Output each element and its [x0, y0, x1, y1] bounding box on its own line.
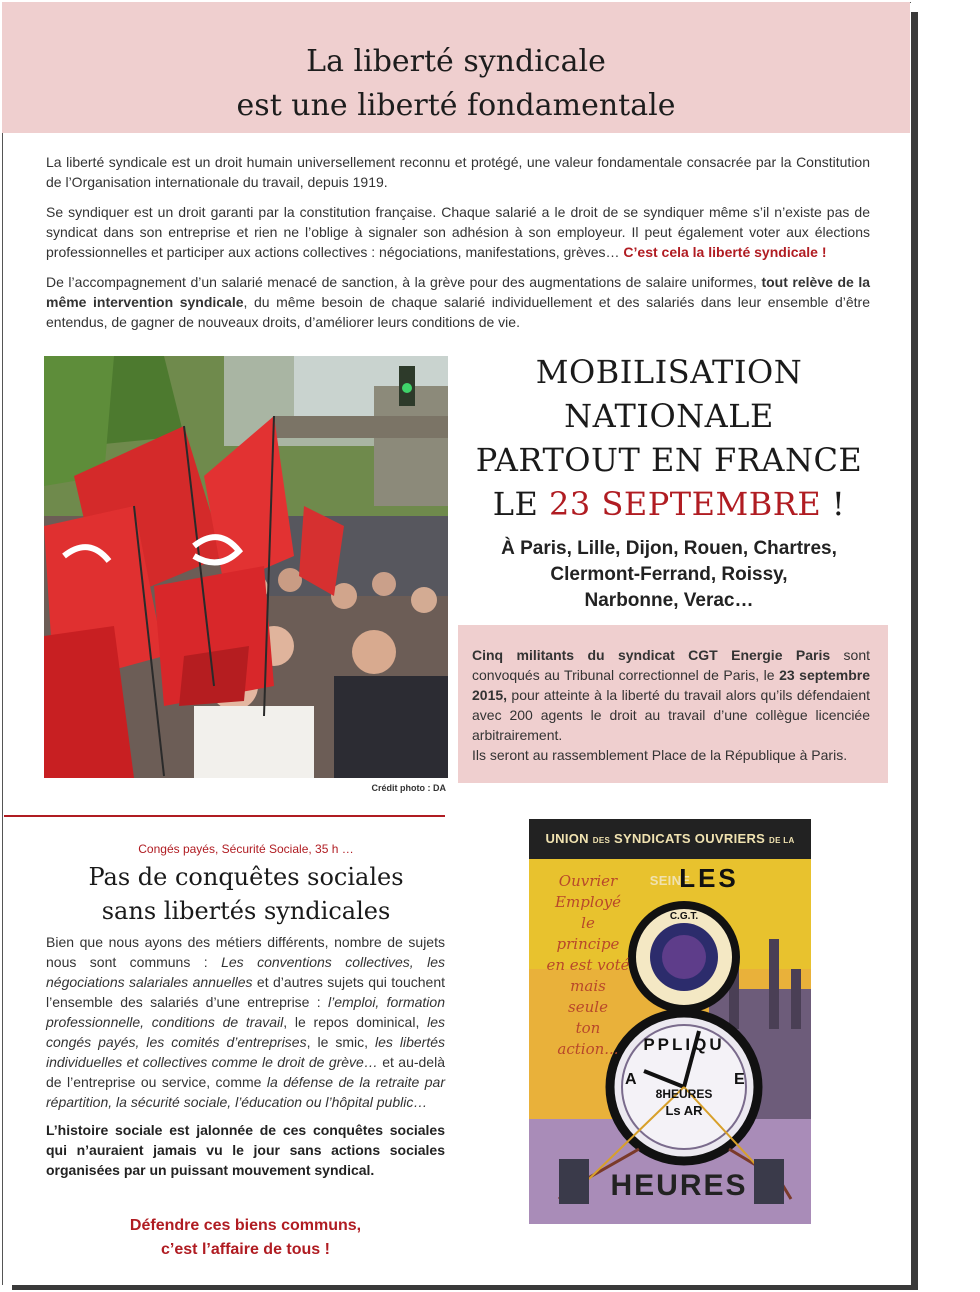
page-shadow-right: [910, 12, 918, 1290]
intro-p3-bold: tout relève de la même intervention syndicale: [46, 274, 871, 310]
mobilisation-line-3: PARTOUT EN FRANCE: [475, 441, 863, 479]
poster-clock-8: 8: [655, 1087, 663, 1101]
poster-script-8: ton: [575, 1019, 601, 1037]
section-paragraph-2: L’histoire sociale est jalonnée de ces conquêtes sociales qui n’auraient jamais vu le jour sans actions sociales organisées par un puissant mouvement syndical.: [46, 1122, 445, 1178]
poster-clock-e: E: [734, 1071, 745, 1088]
poster-clock-heures: HEURES: [662, 1087, 713, 1101]
poster-slogan: [543, 871, 633, 1060]
intro-p3-end: , du même besoin de chaque salarié individuellement et des salariés dans leur ensemble d’être entendus, de gagner de nouveaux droits, d’améliorer leurs conditions de vie.: [46, 294, 870, 330]
page-title: [2, 2, 910, 128]
s2-p1-i1: Les conventions collectives, les négociations salariales annuelles: [46, 954, 445, 990]
poster-top-e: SEINE: [649, 873, 691, 888]
poster-clock-letters: PPLIQU: [643, 1035, 725, 1054]
section-kicker: Congés payés, Sécurité Sociale, 35 h …: [138, 842, 354, 856]
s2-p1-i5: la défense de la retraite par répartition, la sécurité sociale, l’éducation ou l’hôpital public…: [46, 1074, 445, 1110]
intro-paragraph-2: [46, 202, 870, 262]
intro-paragraph-3: [46, 272, 870, 332]
mobilisation-line-4: [450, 482, 888, 526]
militants-bold-1: Cinq militants du syndicat CGT Energie Paris: [472, 647, 831, 663]
section-title-line-2: sans libertés syndicales: [101, 897, 391, 925]
title-line-1: La liberté syndicale: [306, 44, 606, 79]
poster-top-a: UNION: [545, 831, 589, 846]
cities-line-3: Narbonne, Verac…: [584, 590, 754, 611]
section-body: [46, 932, 445, 1188]
demonstration-photo-illustration: [44, 356, 448, 778]
section-title-line-1: Pas de conquêtes sociales: [88, 863, 404, 891]
section-divider: [4, 815, 445, 817]
s2-p1-i2: l’emploi, formation professionnelle, conditions de travail: [46, 994, 445, 1030]
poster-top-b: DES: [592, 836, 611, 845]
cities-line-2: Clermont-Ferrand, Roissy,: [550, 564, 788, 585]
date-suffix: !: [821, 485, 846, 523]
poster-clock-ar: AR: [683, 1103, 703, 1118]
mobilisation-line-2: NATIONALE: [564, 397, 774, 435]
section-paragraph-1: [46, 932, 445, 1112]
s2-p1-c: , le repos dominical,: [283, 1014, 428, 1030]
s2-p1-b: et d’autres sujets qui touchent l’ensemble des salariés d’une entreprise :: [46, 974, 446, 1010]
poster-script-9: action...: [557, 1040, 619, 1058]
poster-script-2: Employé: [555, 893, 621, 911]
militants-callout: [458, 625, 888, 783]
poster-script-4: principe: [556, 935, 620, 953]
militants-text-1: sont convoqués au Tribunal correctionnel de Paris, le: [472, 647, 871, 683]
poster-clock-a: A: [625, 1071, 637, 1088]
mobilisation-date: 23 SEPTEMBRE: [549, 485, 822, 523]
historical-poster: [529, 819, 811, 1224]
section-title: [46, 860, 446, 928]
poster-top-d: DE LA: [769, 836, 795, 845]
closing-line-2: c’est l’affaire de tous !: [161, 1241, 330, 1258]
header-banner: [2, 2, 910, 133]
militants-text: [472, 645, 870, 765]
poster-script-7: seule: [568, 998, 608, 1016]
militants-bold-2: 23 septembre 2015,: [472, 667, 870, 703]
militants-text-2: pour atteinte à la liberté du travail alors qu’ils défendaient avec 200 agents le droit au travail d’une collègue licenciée arbitrairement.: [472, 687, 870, 743]
poster-clock-les: Ls: [665, 1103, 681, 1118]
cities-list: [450, 536, 888, 614]
militants-text-3: Ils seront au rassemblement Place de la République à Paris.: [472, 747, 848, 763]
intro-paragraph-2-text: Se syndiquer est un droit garanti par la constitution française. Chaque salarié a le droit de se syndiquer même s’il n’existe pas de syndicat dans son entreprise et rien ne l’oblige à signaler son adhésion à son employeur. Il peut également voter aux élections professionnelles et participer aux actions collectives : négociations, manifestations, grèves…: [46, 204, 870, 260]
title-line-2: est une liberté fondamentale: [236, 88, 676, 123]
poster-script-5: en est voté: [546, 956, 630, 974]
poster-heures: HEURES: [610, 1169, 748, 1202]
demonstration-photo: [44, 356, 448, 778]
closing-slogan: [46, 1214, 445, 1262]
date-prefix: LE: [492, 485, 550, 523]
s2-p1-e: et au-delà de l’entreprise ou service, comme: [46, 1054, 445, 1090]
mobilisation-line-1: MOBILISATION: [535, 353, 803, 391]
photo-credit: Crédit photo : DA: [371, 783, 446, 793]
closing-line-1: Défendre ces biens communs,: [129, 1217, 362, 1234]
poster-clock-word: [642, 1087, 726, 1101]
intro-p3-start: De l’accompagnement d’un salarié menacé de sanction, à la grève pour des augmentations de salaire uniformes,: [46, 274, 762, 290]
s2-p1-i3: les congés payés, les comités d’entreprises: [46, 1014, 445, 1050]
intro-text: [46, 152, 870, 342]
mobilisation-heading: [450, 350, 888, 526]
poster-les: LES: [679, 863, 739, 893]
poster-clock-bottom: [647, 1103, 721, 1118]
s2-p1-d: , le smic,: [306, 1034, 375, 1050]
poster-script-1: Ouvrier: [558, 872, 618, 890]
poster-script-6: mais: [570, 977, 606, 995]
intro-emphasis: C’est cela la liberté syndicale !: [623, 244, 827, 260]
s2-p1-i4: les libertés individuelles et collectives comme le droit de grève…: [46, 1034, 445, 1070]
s2-p1-a: Bien que nous ayons des métiers différents, nombre de sujets nous sont communs :: [46, 934, 445, 970]
cities-line-1: À Paris, Lille, Dijon, Rouen, Chartres,: [501, 538, 837, 559]
poster-badge: C.G.T.: [669, 911, 699, 922]
intro-paragraph-1: La liberté syndicale est un droit humain universellement reconnu et protégé, une valeur fondamentale consacrée par la Constitution de l’Organisation internationale du travail, depuis 1919.: [46, 154, 870, 190]
poster-top-c: SYNDICATS OUVRIERS: [614, 831, 766, 846]
poster-script-3: le: [581, 914, 595, 932]
